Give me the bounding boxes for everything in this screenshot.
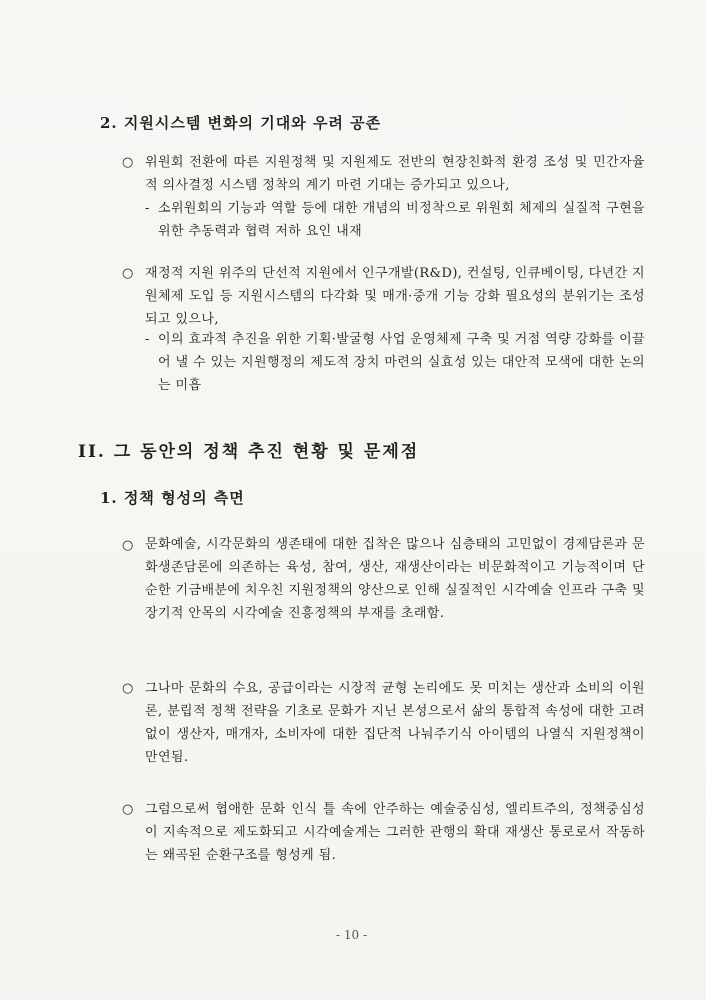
section-1-title: 1. 정책 형성의 측면 [100, 489, 245, 507]
chapter-2-title: II. 그 동안의 정책 추진 현황 및 문제점 [78, 442, 420, 462]
section-2-item-1-text: 위원회 전환에 따른 지원정책 및 지원제도 전반의 현장친화적 환경 조성 및 민간자율적 의사결정 시스템 정착의 계기 마련 기대는 증가되고 있으나, [145, 155, 645, 193]
bullet-icon: ○ [122, 538, 134, 553]
section-1-item-3-text: 그럼으로써 협애한 문화 인식 틀 속에 안주하는 예술중심성, 엘리트주의, 정책중심성이 지속적으로 제도화되고 시각예술계는 그러한 관행의 확대 재생산 통로로서 작동하는 왜곡된 순환구조를 형성케 됨. [145, 802, 645, 863]
section-1-item-2-text: 그나마 문화의 수요, 공급이라는 시장적 균형 논리에도 못 미치는 생산과 소비의 이원론, 분립적 정책 전략을 기초로 문화가 지닌 본성으로서 삶의 통합적 속성에 대한 고려없이 생산자, 매개자, 소비자에 대한 집단적 나눠주기식 아이템의 나열식 지원정책이 만연됨. [145, 681, 645, 765]
bullet-icon: ○ [122, 266, 134, 281]
section-2-item-2-sub-text: 이의 효과적 추진을 위한 기획·발굴형 사업 운영체제 구축 및 거점 역량 강화를 이끌어 낼 수 있는 지원행정의 제도적 장치 마련의 실효성 있는 대안적 모색에 대한 논의는 미흡 [158, 332, 645, 393]
bullet-icon: ○ [122, 681, 134, 696]
bullet-icon: ○ [122, 802, 134, 817]
page-number: - 10 - [336, 928, 368, 942]
section-2-item-1-sub-text: 소위원회의 기능과 역할 등에 대한 개념의 비정착으로 위원회 체제의 실질적 구현을 위한 추동력과 협력 저하 요인 내재 [158, 201, 645, 239]
section-1-item-1-text: 문화예술, 시각문화의 생존태에 대한 집착은 많으나 심층태의 고민없이 경제담론과 문화생존담론에 의존하는 육성, 참여, 생산, 재생산이라는 비문화적이고 기능적이며 단순한 기금배분에 치우친 지원정책의 양산으로 인해 실질적인 시각예술 인프라 구축 및 장기적 안목의 시각예술 진흥정책의 부재를 초래함. [145, 537, 645, 621]
dash-icon: - [145, 332, 150, 347]
section-2-item-2-text: 재정적 지원 위주의 단선적 지원에서 인구개발(R&D), 컨설팅, 인큐베이팅, 다년간 지원체제 도입 등 지원시스템의 다각화 및 매개·중개 기능 강화 필요성의 분위기는 조성되고 있으나, [145, 266, 646, 327]
dash-icon: - [145, 201, 150, 216]
bullet-icon: ○ [122, 155, 134, 170]
section-2-title: 2. 지원시스템 변화의 기대와 우려 공존 [100, 114, 382, 132]
